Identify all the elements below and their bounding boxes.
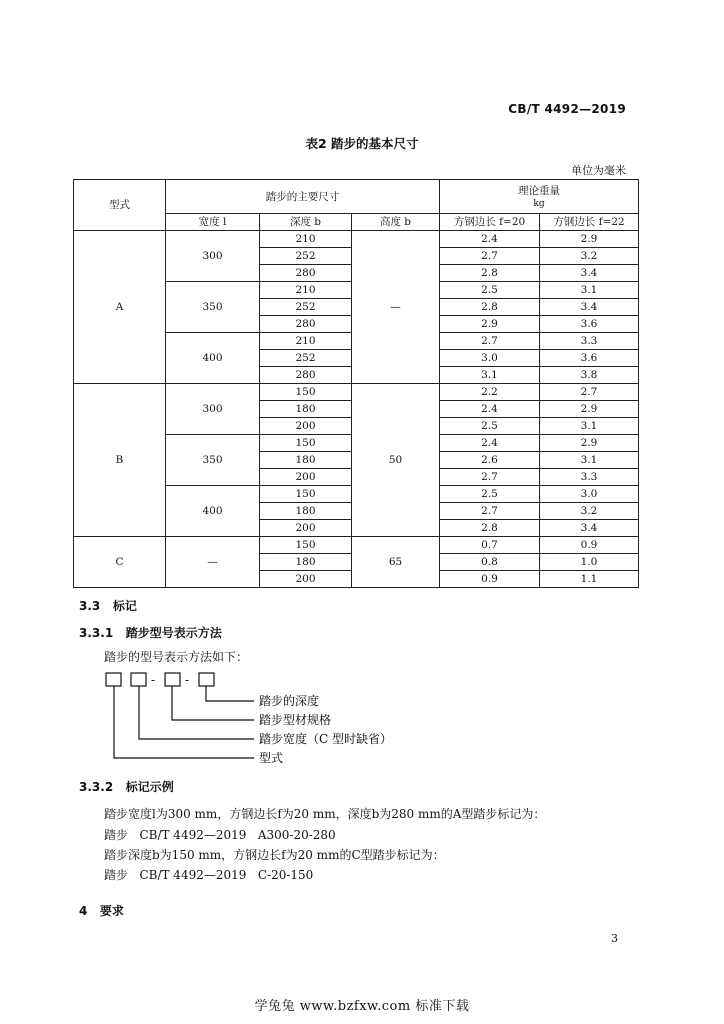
cell-depth: 280 [260,265,352,282]
cell-depth: 150 [260,384,352,401]
cell-depth: 180 [260,452,352,469]
cell-depth: 200 [260,520,352,537]
cell-depth: 180 [260,503,352,520]
footer-watermark: 学兔兔 www.bzfxw.com 标准下载 [254,999,470,1014]
cell-height: 65 [352,537,440,588]
cell-weight-f22: 2.9 [540,435,639,452]
table-row [74,231,639,248]
cell-weight-f22: 3.1 [540,418,639,435]
section-3-3-1-heading [79,624,222,641]
standard-code: CB/T 4492—2019 [508,102,626,116]
cell-width: 350 [166,435,260,486]
cell-weight-f22: 3.2 [540,503,639,520]
code-box-depth [199,673,214,686]
leader-width [139,686,254,739]
table-body [74,231,639,588]
cell-depth: 200 [260,469,352,486]
code-dash: - [150,673,156,687]
cell-weight-f20: 3.0 [440,350,540,367]
label-width: 踏步宽度（C 型时缺省） [259,732,392,746]
leader-depth [206,686,254,701]
section-3-3-heading [79,597,137,614]
cell-weight-f22: 0.9 [540,537,639,554]
cell-weight-f20: 2.7 [440,469,540,486]
cell-weight-f20: 2.2 [440,384,540,401]
cell-weight-f20: 2.7 [440,248,540,265]
cell-type: A [74,231,166,384]
cell-weight-f22: 2.7 [540,384,639,401]
cell-weight-f22: 3.1 [540,282,639,299]
cell-weight-f22: 1.0 [540,554,639,571]
section-3-3-2-heading [79,778,174,795]
cell-weight-f20: 2.7 [440,503,540,520]
cell-weight-f20: 2.5 [440,486,540,503]
cell-weight-f20: 0.7 [440,537,540,554]
cell-weight-f22: 3.3 [540,469,639,486]
cell-height: — [352,231,440,384]
cell-depth: 252 [260,248,352,265]
cell-depth: 210 [260,231,352,248]
cell-weight-f22: 3.2 [540,248,639,265]
table-row [74,384,639,401]
cell-weight-f20: 2.8 [440,299,540,316]
section-title: 标记示例 [125,780,174,794]
cell-weight-f22: 3.6 [540,350,639,367]
example-line: 踏步宽度l为300 mm，方钢边长f为20 mm，深度b为280 mm的A型踏步标记为： [104,807,546,821]
label-type: 型式 [259,751,284,765]
cell-height: 50 [352,384,440,537]
cell-width: 400 [166,486,260,537]
cell-weight-f22: 3.3 [540,333,639,350]
section-title: 踏步型号表示方法 [125,626,222,640]
section-title: 标记 [112,599,137,613]
code-dash: - [184,673,190,687]
example-line: 踏步 CB/T 4492—2019 C-20-150 [104,868,314,882]
label-profile: 踏步型材规格 [259,713,332,727]
header-weight [440,180,639,214]
table-row [74,537,639,554]
cell-width: — [166,537,260,588]
cell-weight-f20: 2.8 [440,265,540,282]
cell-depth: 200 [260,418,352,435]
header-type: 型式 [74,180,166,231]
code-box-width [131,673,146,686]
code-box-type [106,673,121,686]
notation-diagram [104,670,424,770]
example-line: 踏步深度b为150 mm，方钢边长f为20 mm的C型踏步标记为： [104,848,445,862]
cell-depth: 210 [260,282,352,299]
leader-profile [172,686,254,720]
label-depth: 踏步的深度 [259,694,320,708]
cell-depth: 210 [260,333,352,350]
cell-depth: 150 [260,435,352,452]
page-number: 3 [611,932,618,945]
cell-weight-f20: 2.6 [440,452,540,469]
cell-weight-f20: 2.8 [440,520,540,537]
cell-weight-f22: 3.4 [540,520,639,537]
weight-label: 理论重量 [518,184,561,197]
cell-weight-f22: 2.9 [540,401,639,418]
cell-depth: 180 [260,401,352,418]
cell-weight-f22: 3.4 [540,265,639,282]
cell-weight-f20: 2.9 [440,316,540,333]
dimension-table [73,179,639,588]
section-number: 4 [79,904,88,918]
cell-width: 300 [166,231,260,282]
notation-intro: 踏步的型号表示方法如下： [104,650,249,664]
cell-weight-f22: 3.1 [540,452,639,469]
cell-weight-f20: 0.8 [440,554,540,571]
cell-weight-f22: 2.9 [540,231,639,248]
cell-weight-f22: 3.6 [540,316,639,333]
cell-width: 400 [166,333,260,384]
cell-weight-f22: 3.8 [540,367,639,384]
cell-depth: 280 [260,367,352,384]
cell-depth: 280 [260,316,352,333]
cell-weight-f20: 2.4 [440,435,540,452]
cell-depth: 200 [260,571,352,588]
cell-weight-f22: 1.1 [540,571,639,588]
cell-depth: 252 [260,350,352,367]
header-f20: 方钢边长 f=20 [440,214,540,231]
section-number: 3.3.1 [79,626,114,640]
cell-weight-f20: 2.5 [440,418,540,435]
cell-weight-f20: 2.4 [440,231,540,248]
header-main-dims: 踏步的主要尺寸 [166,180,440,214]
cell-weight-f22: 3.0 [540,486,639,503]
weight-unit: kg [533,198,545,209]
header-width: 宽度 l [166,214,260,231]
example-line: 踏步 CB/T 4492—2019 A300-20-280 [104,828,336,842]
header-f22: 方钢边长 f=22 [540,214,639,231]
cell-weight-f22: 3.4 [540,299,639,316]
cell-weight-f20: 0.9 [440,571,540,588]
header-height: 高度 b [352,214,440,231]
section-number: 3.3.2 [79,780,114,794]
cell-type: B [74,384,166,537]
cell-width: 300 [166,384,260,435]
cell-type: C [74,537,166,588]
section-4-heading [79,902,124,919]
cell-depth: 150 [260,537,352,554]
cell-width: 350 [166,282,260,333]
header-depth: 深度 b [260,214,352,231]
section-title: 要求 [99,904,124,918]
code-box-profile [165,673,180,686]
table-unit: 单位为毫米 [571,164,626,177]
cell-weight-f20: 2.5 [440,282,540,299]
cell-depth: 150 [260,486,352,503]
cell-depth: 180 [260,554,352,571]
cell-weight-f20: 2.4 [440,401,540,418]
leader-type [114,686,254,758]
table-title: 表2 踏步的基本尺寸 [305,136,419,151]
section-number: 3.3 [79,599,101,613]
cell-depth: 252 [260,299,352,316]
cell-weight-f20: 2.7 [440,333,540,350]
cell-weight-f20: 3.1 [440,367,540,384]
